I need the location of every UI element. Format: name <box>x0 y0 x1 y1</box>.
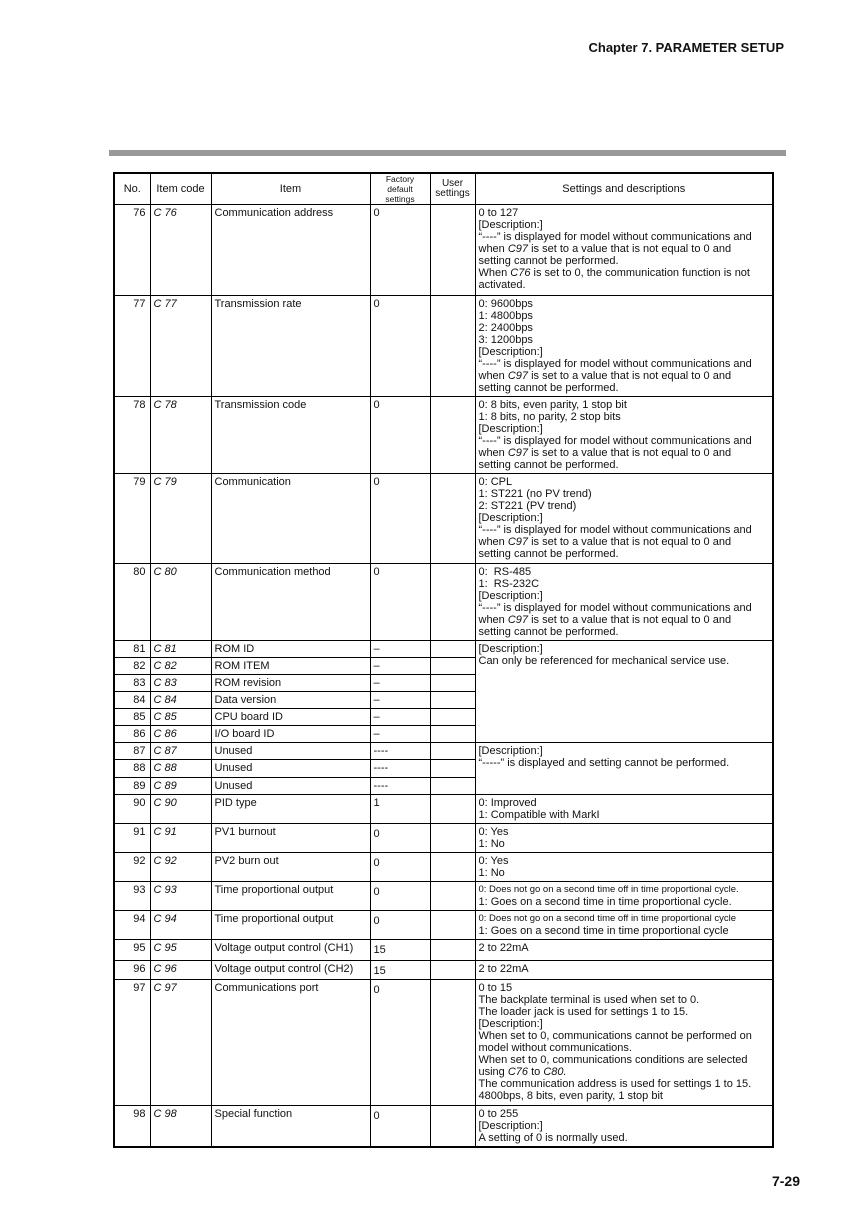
desc-line: 1: RS-232C <box>478 578 540 590</box>
desc-line: [Description:] <box>478 745 543 757</box>
row-item: ROM revision <box>211 675 370 692</box>
desc-line: “----” is displayed for model without communications and <box>478 602 752 614</box>
row-user <box>430 980 475 1106</box>
row-desc <box>475 564 773 641</box>
desc-line: 1: Goes on a second time in time proportional cycle <box>478 925 729 937</box>
row-default: 0 <box>370 474 430 564</box>
desc-line: 0: Yes <box>478 826 509 838</box>
header-user-settings: User settings <box>430 173 475 205</box>
desc-text: when <box>478 243 508 255</box>
row-default: 15 <box>370 940 430 961</box>
row-code: C 91 <box>150 824 211 853</box>
table-row <box>114 853 773 882</box>
row-no: 83 <box>114 675 150 692</box>
param-ref: C76 <box>507 1066 529 1078</box>
row-default: 0 <box>370 397 430 474</box>
header-factory-default: Factory default settings <box>370 173 430 205</box>
row-desc <box>475 296 773 397</box>
table-row <box>114 1106 773 1148</box>
desc-line: Can only be referenced for mechanical service use. <box>478 655 730 667</box>
row-code: C 79 <box>150 474 211 564</box>
row-code: C 83 <box>150 675 211 692</box>
row-user <box>430 882 475 911</box>
desc-line: 0: CPL <box>478 476 513 488</box>
row-no: 91 <box>114 824 150 853</box>
header-item: Item <box>211 173 370 205</box>
desc-line <box>479 1066 770 1078</box>
desc-line: 2: ST221 (PV trend) <box>478 500 577 512</box>
row-user <box>430 692 475 709</box>
row-no: 98 <box>114 1106 150 1148</box>
row-default: 0 <box>370 980 430 1106</box>
row-default: 0 <box>370 564 430 641</box>
desc-line: 0: Improved <box>478 797 537 809</box>
row-code: C 81 <box>150 641 211 658</box>
desc-line: “----” is displayed for model without communications and <box>478 231 752 243</box>
row-desc <box>475 205 773 296</box>
desc-text: when <box>478 536 508 548</box>
desc-text: is set to a value that is not equal to 0 and <box>528 536 732 548</box>
header-no: No. <box>114 173 150 205</box>
desc-text: When <box>478 267 511 279</box>
row-user <box>430 911 475 940</box>
row-default: 0 <box>370 911 430 940</box>
row-code: C 96 <box>150 961 211 980</box>
row-default: – <box>370 692 430 709</box>
row-user <box>430 397 475 474</box>
table-row <box>114 980 773 1106</box>
desc-line: “----” is displayed for model without communications and <box>478 524 752 536</box>
desc-line: 0: Yes <box>478 855 509 867</box>
row-no: 81 <box>114 641 150 658</box>
row-code: C 86 <box>150 726 211 743</box>
row-code: C 80 <box>150 564 211 641</box>
row-no: 77 <box>114 296 150 397</box>
row-user <box>430 709 475 726</box>
table-row <box>114 824 773 853</box>
desc-line: 3: 1200bps <box>478 334 533 346</box>
row-no: 92 <box>114 853 150 882</box>
row-item: I/O board ID <box>211 726 370 743</box>
desc-line: 0 to 127 <box>478 207 519 219</box>
row-code: C 89 <box>150 778 211 795</box>
row-desc <box>475 1106 773 1148</box>
table-row <box>114 296 773 397</box>
row-item: Time proportional output <box>211 911 370 940</box>
desc-line: 4800bps, 8 bits, even parity, 1 stop bit <box>478 1090 663 1102</box>
desc-text: when <box>478 370 508 382</box>
row-no: 85 <box>114 709 150 726</box>
desc-line: activated. <box>478 279 526 291</box>
desc-line: “-----” is displayed and setting cannot be performed. <box>478 757 730 769</box>
row-item: Transmission rate <box>211 296 370 397</box>
row-no: 86 <box>114 726 150 743</box>
row-item: Voltage output control (CH2) <box>211 961 370 980</box>
desc-line: 0: Does not go on a second time off in time proportional cycle <box>478 913 737 924</box>
desc-line: “----” is displayed for model without communications and <box>478 435 752 447</box>
desc-line: The loader jack is used for settings 1 to 15. <box>478 1006 689 1018</box>
row-item: Special function <box>211 1106 370 1148</box>
row-desc <box>475 474 773 564</box>
row-item: Transmission code <box>211 397 370 474</box>
row-no: 88 <box>114 760 150 778</box>
row-code: C 88 <box>150 760 211 778</box>
row-code: C 98 <box>150 1106 211 1148</box>
desc-text: when <box>478 614 508 626</box>
row-user <box>430 778 475 795</box>
table-row <box>114 641 773 658</box>
desc-line: model without communications. <box>478 1042 632 1054</box>
row-user <box>430 940 475 961</box>
row-default: – <box>370 641 430 658</box>
row-default: 0 <box>370 205 430 296</box>
param-ref: C97 <box>507 447 529 459</box>
row-desc <box>475 743 773 795</box>
desc-line: [Description:] <box>478 1018 543 1030</box>
row-item: Communication <box>211 474 370 564</box>
row-no: 93 <box>114 882 150 911</box>
page-number: 7-29 <box>771 1173 800 1189</box>
row-user <box>430 675 475 692</box>
desc-line: [Description:] <box>478 643 543 655</box>
desc-line <box>479 536 770 548</box>
desc-text: is set to 0, the communication function is not <box>530 267 750 279</box>
desc-text: when <box>478 447 508 459</box>
row-no: 76 <box>114 205 150 296</box>
desc-text: to <box>528 1066 544 1078</box>
desc-line: 2 to 22mA <box>478 963 529 975</box>
param-ref: C97 <box>507 243 529 255</box>
row-default: ---- <box>370 760 430 778</box>
desc-line: [Description:] <box>478 346 543 358</box>
desc-line <box>479 447 770 459</box>
desc-line: setting cannot be performed. <box>478 382 619 394</box>
row-no: 89 <box>114 778 150 795</box>
row-no: 79 <box>114 474 150 564</box>
param-ref: C76 <box>510 267 531 279</box>
header-item-code: Item code <box>150 173 211 205</box>
desc-text: is set to a value that is not equal to 0 and <box>528 243 732 255</box>
row-code: C 92 <box>150 853 211 882</box>
table-row <box>114 911 773 940</box>
row-default: 0 <box>370 853 430 882</box>
desc-line: [Description:] <box>478 590 543 602</box>
row-default: 0 <box>370 882 430 911</box>
param-ref: C97 <box>507 536 529 548</box>
row-code: C 82 <box>150 658 211 675</box>
row-user <box>430 205 475 296</box>
desc-line: When set to 0, communications cannot be performed on <box>478 1030 752 1042</box>
desc-line: setting cannot be performed. <box>478 255 619 267</box>
desc-line <box>479 370 770 382</box>
row-item: Data version <box>211 692 370 709</box>
row-code: C 87 <box>150 743 211 760</box>
row-no: 80 <box>114 564 150 641</box>
row-default: – <box>370 675 430 692</box>
row-no: 87 <box>114 743 150 760</box>
row-default: 15 <box>370 961 430 980</box>
desc-line: 1: 8 bits, no parity, 2 stop bits <box>478 411 621 423</box>
row-default: ---- <box>370 743 430 760</box>
desc-line: [Description:] <box>478 1120 543 1132</box>
desc-line <box>479 267 770 279</box>
row-user <box>430 296 475 397</box>
row-item: Unused <box>211 743 370 760</box>
desc-line: [Description:] <box>478 423 543 435</box>
desc-line: 2 to 22mA <box>478 942 529 954</box>
table-row <box>114 940 773 961</box>
row-no: 96 <box>114 961 150 980</box>
row-item: PV2 burn out <box>211 853 370 882</box>
desc-line: “----” is displayed for model without communications and <box>478 358 752 370</box>
desc-text: using <box>478 1066 508 1078</box>
table-row <box>114 882 773 911</box>
row-item: CPU board ID <box>211 709 370 726</box>
row-code: C 97 <box>150 980 211 1106</box>
parameter-table <box>113 172 774 1148</box>
desc-line: 1: Goes on a second time in time proportional cycle. <box>478 896 732 908</box>
row-item: Voltage output control (CH1) <box>211 940 370 961</box>
header-settings: Settings and descriptions <box>475 173 773 205</box>
row-no: 95 <box>114 940 150 961</box>
row-code: C 94 <box>150 911 211 940</box>
row-default: 0 <box>370 1106 430 1148</box>
desc-line <box>479 243 770 255</box>
param-ref: C97 <box>507 614 529 626</box>
row-desc <box>475 397 773 474</box>
table-row <box>114 474 773 564</box>
desc-line: 1: ST221 (no PV trend) <box>478 488 592 500</box>
row-item: ROM ID <box>211 641 370 658</box>
row-no: 82 <box>114 658 150 675</box>
desc-line: 1: Compatible with MarkI <box>478 809 600 821</box>
row-user <box>430 743 475 760</box>
row-desc <box>475 961 773 980</box>
row-user <box>430 564 475 641</box>
row-code: C 90 <box>150 795 211 824</box>
desc-line: 1: No <box>478 838 505 850</box>
row-no: 90 <box>114 795 150 824</box>
row-item: Time proportional output <box>211 882 370 911</box>
desc-line: setting cannot be performed. <box>478 459 619 471</box>
row-item: Unused <box>211 760 370 778</box>
param-ref: C97 <box>507 370 529 382</box>
row-desc <box>475 911 773 940</box>
table-row <box>114 795 773 824</box>
table-row <box>114 205 773 296</box>
desc-line: The backplate terminal is used when set to 0. <box>478 994 700 1006</box>
desc-line: 0: 8 bits, even parity, 1 stop bit <box>478 399 627 411</box>
desc-line: 0: Does not go on a second time off in time proportional cycle. <box>478 884 739 895</box>
desc-line: 0 to 15 <box>478 982 513 994</box>
row-code: C 76 <box>150 205 211 296</box>
row-item: Unused <box>211 778 370 795</box>
row-user <box>430 641 475 658</box>
desc-line: The communication address is used for settings 1 to 15. <box>478 1078 752 1090</box>
row-desc <box>475 824 773 853</box>
row-code: C 77 <box>150 296 211 397</box>
table-header-row <box>114 173 773 205</box>
row-code: C 93 <box>150 882 211 911</box>
row-user <box>430 474 475 564</box>
desc-line: [Description:] <box>478 219 543 231</box>
row-user <box>430 658 475 675</box>
row-desc <box>475 980 773 1106</box>
row-desc <box>475 940 773 961</box>
desc-line: 0: 9600bps <box>478 298 533 310</box>
row-item: Communication address <box>211 205 370 296</box>
desc-line <box>479 614 770 626</box>
param-ref: C80. <box>543 1066 567 1078</box>
row-default: 0 <box>370 296 430 397</box>
row-no: 84 <box>114 692 150 709</box>
row-default: 1 <box>370 795 430 824</box>
row-desc <box>475 853 773 882</box>
desc-line: 1: No <box>478 867 505 879</box>
table-row <box>114 397 773 474</box>
row-item: PV1 burnout <box>211 824 370 853</box>
row-code: C 85 <box>150 709 211 726</box>
desc-line: 1: 4800bps <box>478 310 533 322</box>
row-no: 94 <box>114 911 150 940</box>
desc-line: When set to 0, communications conditions are selected <box>478 1054 748 1066</box>
desc-text: is set to a value that is not equal to 0 and <box>528 447 732 459</box>
row-code: C 84 <box>150 692 211 709</box>
row-user <box>430 824 475 853</box>
row-item: ROM ITEM <box>211 658 370 675</box>
row-default: – <box>370 658 430 675</box>
row-item: Communications port <box>211 980 370 1106</box>
row-desc <box>475 795 773 824</box>
row-user <box>430 760 475 778</box>
row-desc <box>475 882 773 911</box>
row-code: C 95 <box>150 940 211 961</box>
desc-text: is set to a value that is not equal to 0 and <box>528 370 732 382</box>
row-code: C 78 <box>150 397 211 474</box>
row-default: – <box>370 709 430 726</box>
row-default: 0 <box>370 824 430 853</box>
row-user <box>430 853 475 882</box>
desc-line: 0 to 255 <box>478 1108 519 1120</box>
desc-line: [Description:] <box>478 512 543 524</box>
row-no: 97 <box>114 980 150 1106</box>
row-item: PID type <box>211 795 370 824</box>
desc-line: 0: RS-485 <box>478 566 532 578</box>
row-default: – <box>370 726 430 743</box>
desc-line: A setting of 0 is normally used. <box>478 1132 628 1144</box>
row-user <box>430 961 475 980</box>
row-user <box>430 726 475 743</box>
desc-line: 2: 2400bps <box>478 322 533 334</box>
row-user <box>430 795 475 824</box>
row-default: ---- <box>370 778 430 795</box>
table-row <box>114 743 773 760</box>
row-item: Communication method <box>211 564 370 641</box>
row-no: 78 <box>114 397 150 474</box>
desc-line: setting cannot be performed. <box>478 548 619 560</box>
desc-text: is set to a value that is not equal to 0 and <box>528 614 732 626</box>
table-row <box>114 564 773 641</box>
header-rule <box>109 150 786 156</box>
chapter-header: Chapter 7. PARAMETER SETUP <box>588 40 784 55</box>
row-desc <box>475 641 773 743</box>
row-user <box>430 1106 475 1148</box>
table-row <box>114 961 773 980</box>
desc-line: setting cannot be performed. <box>478 626 619 638</box>
